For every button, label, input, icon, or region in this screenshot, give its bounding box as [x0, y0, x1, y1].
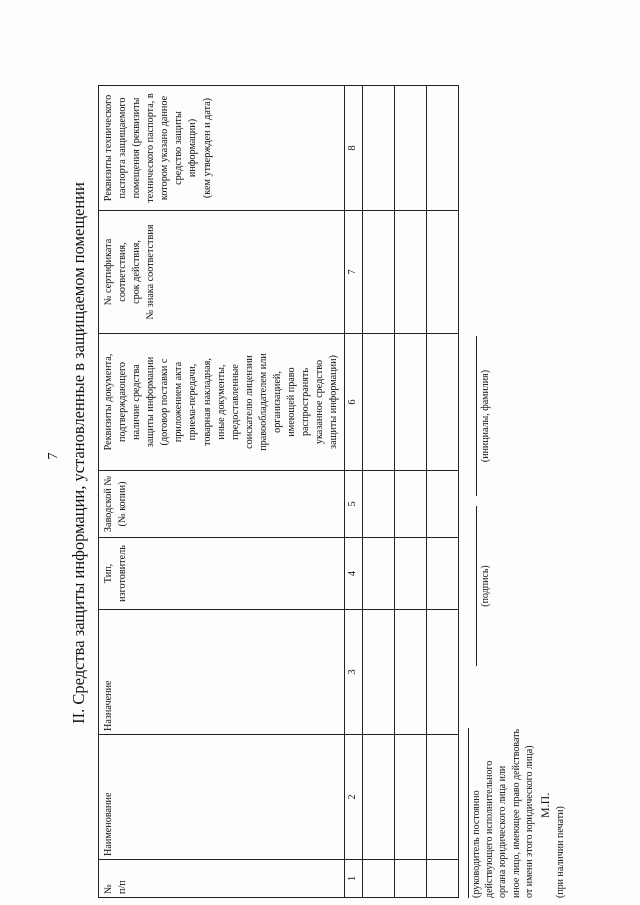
position-caption-line: от имени этого юридического лица): [523, 745, 535, 898]
table-cell: [426, 471, 458, 538]
header-cell-serial: Заводской № (№ копии): [99, 471, 345, 538]
column-number: 1: [345, 860, 362, 898]
column-number: 2: [345, 735, 362, 860]
stamp-note: (при наличии печати): [554, 806, 566, 898]
position-caption-line: органа юридического лица или: [497, 765, 509, 898]
table-cell: [394, 334, 426, 471]
section-title: II. Средства защиты информации, установленные в защищаемом помещении: [69, 182, 88, 724]
column-number: 7: [345, 211, 362, 334]
header-cell-name: Наименование: [99, 735, 345, 860]
column-number: 6: [345, 334, 362, 471]
table-cell: [394, 610, 426, 735]
column-number: 5: [345, 471, 362, 538]
table-row: [426, 86, 458, 898]
table-cell: [426, 211, 458, 334]
header-row: [99, 86, 345, 898]
header-cell-document: Реквизиты документа, подтверждающего наличие средства защиты информации (договор поставки с приложением акта приема-передачи, товарная накладная, иные документы, предоставленные соискателю лицензии правообладателем или организацией, имеющей право распространять указанное средство защиты информации): [99, 334, 345, 471]
signature-block: [468, 8, 628, 898]
table-cell: [362, 211, 394, 334]
table-row: [394, 86, 426, 898]
protection-means-table: [98, 85, 459, 898]
table-cell: [426, 735, 458, 860]
rotated-page-content: [62, 8, 633, 898]
signatory-position: [468, 678, 567, 898]
table-cell: [362, 334, 394, 471]
table-cell: [362, 471, 394, 538]
stamp-place-label: М.П.: [537, 792, 552, 818]
table-cell: [426, 334, 458, 471]
table-cell: [394, 86, 426, 211]
name-line: [476, 336, 477, 496]
table-cell: [362, 86, 394, 211]
table-row: [362, 86, 394, 898]
table-cell: [426, 610, 458, 735]
position-caption-line: действующего исполнительного: [484, 760, 496, 898]
name-caption: (инициалы, фамилия): [480, 369, 491, 463]
table-cell: [394, 538, 426, 610]
header-cell-certificate: № сертификата соответствия, срок действия, № знака соответствия: [99, 211, 345, 334]
table-cell: [362, 538, 394, 610]
column-number: 4: [345, 538, 362, 610]
column-number: 8: [345, 86, 362, 211]
position-caption-line: (руководитель постоянно: [471, 790, 482, 898]
table-cell: [362, 735, 394, 860]
position-line: [468, 728, 469, 898]
table-cell: [394, 471, 426, 538]
header-cell-passport: Реквизиты технического паспорта защищаемого помещения (реквизиты технического паспорта, в котором указано данное средство защиты информации) (кем утвержден и дата): [99, 86, 345, 211]
table-cell: [394, 211, 426, 334]
table-cell: [426, 86, 458, 211]
signature-caption: (подпись): [480, 565, 491, 607]
column-number: 3: [345, 610, 362, 735]
table-cell: [362, 860, 394, 898]
signature-line: [476, 506, 477, 666]
page-number: 7: [46, 452, 61, 460]
table-cell: [426, 538, 458, 610]
header-cell-type: Тип, изготовитель: [99, 538, 345, 610]
header-cell-number: № п/п: [99, 860, 345, 898]
table-cell: [426, 860, 458, 898]
table-cell: [394, 735, 426, 860]
column-number-row: [345, 86, 362, 898]
header-cell-purpose: Назначение: [99, 610, 345, 735]
table-cell: [362, 610, 394, 735]
table-cell: [394, 860, 426, 898]
position-caption-line: иное лицо, имеющее право действовать: [510, 728, 522, 898]
